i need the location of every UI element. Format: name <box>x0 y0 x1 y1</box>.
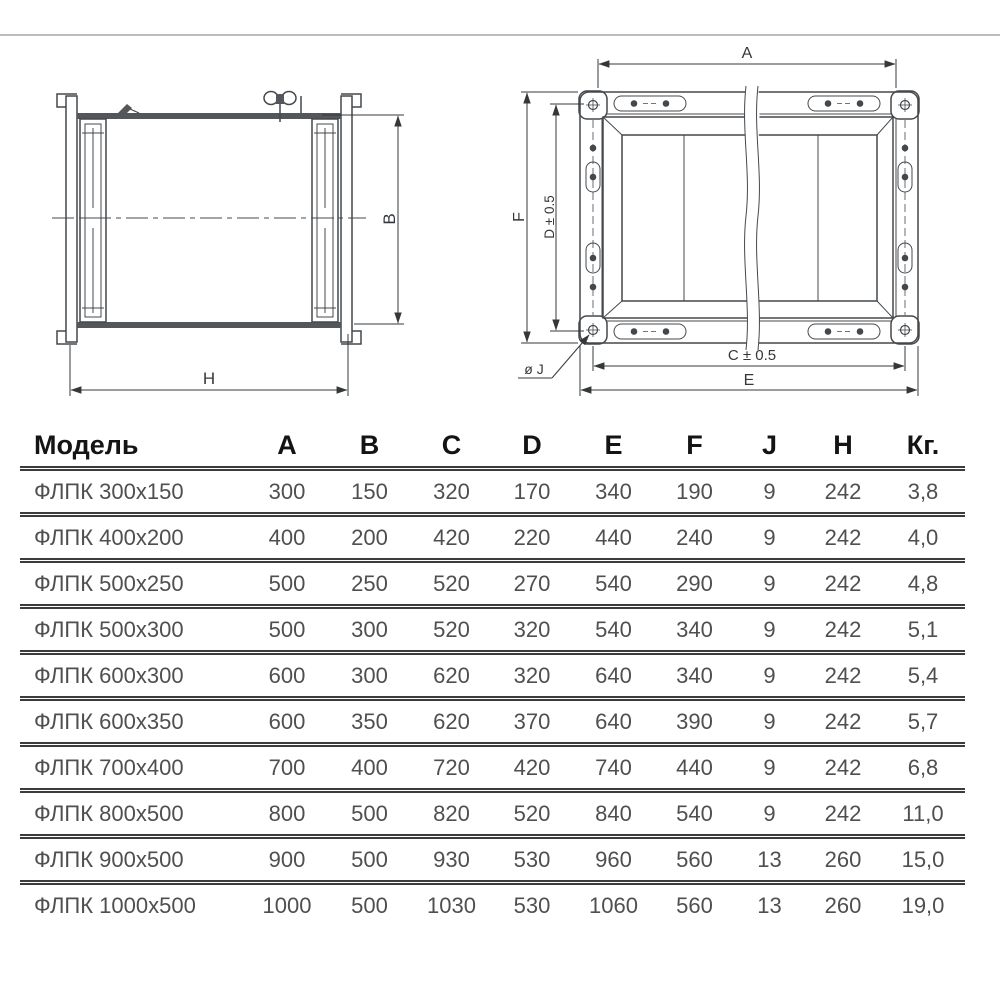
value-cell: 520 <box>513 800 551 826</box>
value-cell: 9 <box>763 800 776 826</box>
model-cell: ФЛПК 800x500 <box>34 800 184 826</box>
value-cell: 5,1 <box>907 616 939 642</box>
value-cell: 340 <box>676 662 713 688</box>
value-cell: 800 <box>268 800 306 826</box>
table-row <box>20 561 965 607</box>
model-cell: ФЛПК 600x350 <box>34 708 184 734</box>
value-cell: 600 <box>268 662 306 688</box>
table-header-row <box>20 424 965 469</box>
column-header-B: B <box>359 429 380 460</box>
value-cell: 400 <box>268 524 306 550</box>
value-cell: 300 <box>351 662 388 688</box>
value-cell: 530 <box>513 892 551 918</box>
dim-label-D: D ± 0.5 <box>542 195 557 239</box>
dim-label-B: B <box>380 213 399 225</box>
value-cell: 320 <box>513 616 551 642</box>
value-cell: 3,8 <box>907 478 939 504</box>
column-header-E: E <box>604 429 623 460</box>
value-cell: 400 <box>351 754 388 780</box>
value-cell: 9 <box>763 570 776 596</box>
value-cell: 370 <box>513 708 551 734</box>
value-cell: 242 <box>824 662 862 688</box>
side-view-geometry <box>52 92 404 397</box>
model-cell: ФЛПК 500x250 <box>34 570 184 596</box>
value-cell: 390 <box>676 708 713 734</box>
table-row <box>20 653 965 699</box>
value-cell: 4,8 <box>907 570 939 596</box>
value-cell: 6,8 <box>907 754 939 780</box>
value-cell: 19,0 <box>901 892 945 918</box>
column-header-D: D <box>522 429 542 460</box>
column-header-model: Модель <box>34 429 139 460</box>
value-cell: 242 <box>824 478 862 504</box>
value-cell: 440 <box>595 524 632 550</box>
model-cell: ФЛПК 500x300 <box>34 616 184 642</box>
model-cell: ФЛПК 400x200 <box>34 524 184 550</box>
value-cell: 9 <box>763 662 776 688</box>
value-cell: 260 <box>824 892 862 918</box>
value-cell: 930 <box>433 846 470 872</box>
value-cell: 960 <box>595 846 632 872</box>
value-cell: 4,0 <box>907 524 939 550</box>
value-cell: 300 <box>268 478 306 504</box>
value-cell: 13 <box>757 846 782 872</box>
value-cell: 560 <box>676 892 713 918</box>
value-cell: 340 <box>676 616 713 642</box>
value-cell: 200 <box>351 524 388 550</box>
table-row <box>20 837 965 883</box>
latch-clip <box>118 104 139 113</box>
value-cell: 540 <box>595 616 632 642</box>
table-row <box>20 883 965 927</box>
value-cell: 560 <box>676 846 713 872</box>
value-cell: 242 <box>824 708 862 734</box>
column-header-A: A <box>277 429 297 460</box>
model-cell: ФЛПК 700x400 <box>34 754 184 780</box>
value-cell: 150 <box>351 478 388 504</box>
column-header-F: F <box>686 429 703 460</box>
column-header-C: C <box>441 429 462 460</box>
value-cell: 250 <box>351 570 388 596</box>
value-cell: 1000 <box>262 892 312 918</box>
value-cell: 500 <box>351 892 388 918</box>
value-cell: 700 <box>268 754 306 780</box>
value-cell: 1030 <box>427 892 476 918</box>
value-cell: 500 <box>351 800 388 826</box>
value-cell: 242 <box>824 754 862 780</box>
value-cell: 15,0 <box>901 846 945 872</box>
break-lines <box>745 86 760 350</box>
value-cell: 500 <box>351 846 388 872</box>
value-cell: 540 <box>595 570 632 596</box>
table-row <box>20 607 965 653</box>
value-cell: 242 <box>824 570 862 596</box>
value-cell: 720 <box>433 754 470 780</box>
value-cell: 640 <box>595 662 632 688</box>
value-cell: 1060 <box>589 892 638 918</box>
value-cell: 520 <box>433 570 470 596</box>
value-cell: 540 <box>676 800 713 826</box>
value-cell: 840 <box>595 800 632 826</box>
value-cell: 13 <box>757 892 782 918</box>
table-row <box>20 791 965 837</box>
value-cell: 520 <box>433 616 470 642</box>
column-header-Кг.: Кг. <box>906 429 940 460</box>
dim-label-J: ø J <box>524 361 544 377</box>
table-body <box>20 469 965 927</box>
value-cell: 900 <box>268 846 306 872</box>
value-cell: 600 <box>268 708 306 734</box>
model-cell: ФЛПК 600x300 <box>34 662 184 688</box>
value-cell: 620 <box>433 662 470 688</box>
front-view-geometry <box>518 59 919 396</box>
value-cell: 270 <box>513 570 551 596</box>
model-cell: ФЛПК 300x150 <box>34 478 184 504</box>
value-cell: 260 <box>824 846 862 872</box>
dim-label-H: H <box>202 369 216 388</box>
value-cell: 11,0 <box>902 800 944 826</box>
value-cell: 9 <box>763 616 776 642</box>
value-cell: 420 <box>433 524 470 550</box>
value-cell: 242 <box>824 616 862 642</box>
value-cell: 530 <box>513 846 551 872</box>
table-row <box>20 515 965 561</box>
value-cell: 300 <box>351 616 388 642</box>
value-cell: 420 <box>513 754 551 780</box>
technical-drawings <box>0 0 1000 420</box>
value-cell: 5,4 <box>907 662 939 688</box>
value-cell: 320 <box>513 662 551 688</box>
dim-label-F: F <box>511 212 528 222</box>
table-row <box>20 699 965 745</box>
table-row <box>20 745 965 791</box>
value-cell: 5,7 <box>907 708 939 734</box>
value-cell: 9 <box>763 708 776 734</box>
column-header-J: J <box>761 429 778 460</box>
value-cell: 740 <box>595 754 632 780</box>
value-cell: 190 <box>676 478 713 504</box>
value-cell: 440 <box>676 754 713 780</box>
dimension-A <box>598 59 896 88</box>
value-cell: 170 <box>513 478 551 504</box>
value-cell: 640 <box>595 708 632 734</box>
side-view-drawing <box>45 80 415 400</box>
value-cell: 240 <box>676 524 713 550</box>
dimensions-table <box>20 424 965 926</box>
dim-label-E: E <box>743 372 755 389</box>
column-header-H: H <box>833 429 853 460</box>
value-cell: 9 <box>763 524 776 550</box>
front-view-drawing <box>505 30 975 405</box>
value-cell: 290 <box>676 570 713 596</box>
table-row <box>20 469 965 515</box>
model-cell: ФЛПК 900x500 <box>34 846 184 872</box>
dim-label-C: C ± 0.5 <box>727 347 777 364</box>
value-cell: 340 <box>595 478 632 504</box>
value-cell: 500 <box>268 616 306 642</box>
value-cell: 320 <box>433 478 470 504</box>
value-cell: 350 <box>351 708 388 734</box>
value-cell: 242 <box>824 524 862 550</box>
model-cell: ФЛПК 1000x500 <box>34 892 196 918</box>
value-cell: 620 <box>433 708 470 734</box>
value-cell: 500 <box>268 570 306 596</box>
value-cell: 9 <box>763 478 776 504</box>
value-cell: 242 <box>824 800 862 826</box>
value-cell: 220 <box>513 524 551 550</box>
dim-label-A: A <box>741 45 753 62</box>
value-cell: 820 <box>433 800 470 826</box>
value-cell: 9 <box>763 754 776 780</box>
